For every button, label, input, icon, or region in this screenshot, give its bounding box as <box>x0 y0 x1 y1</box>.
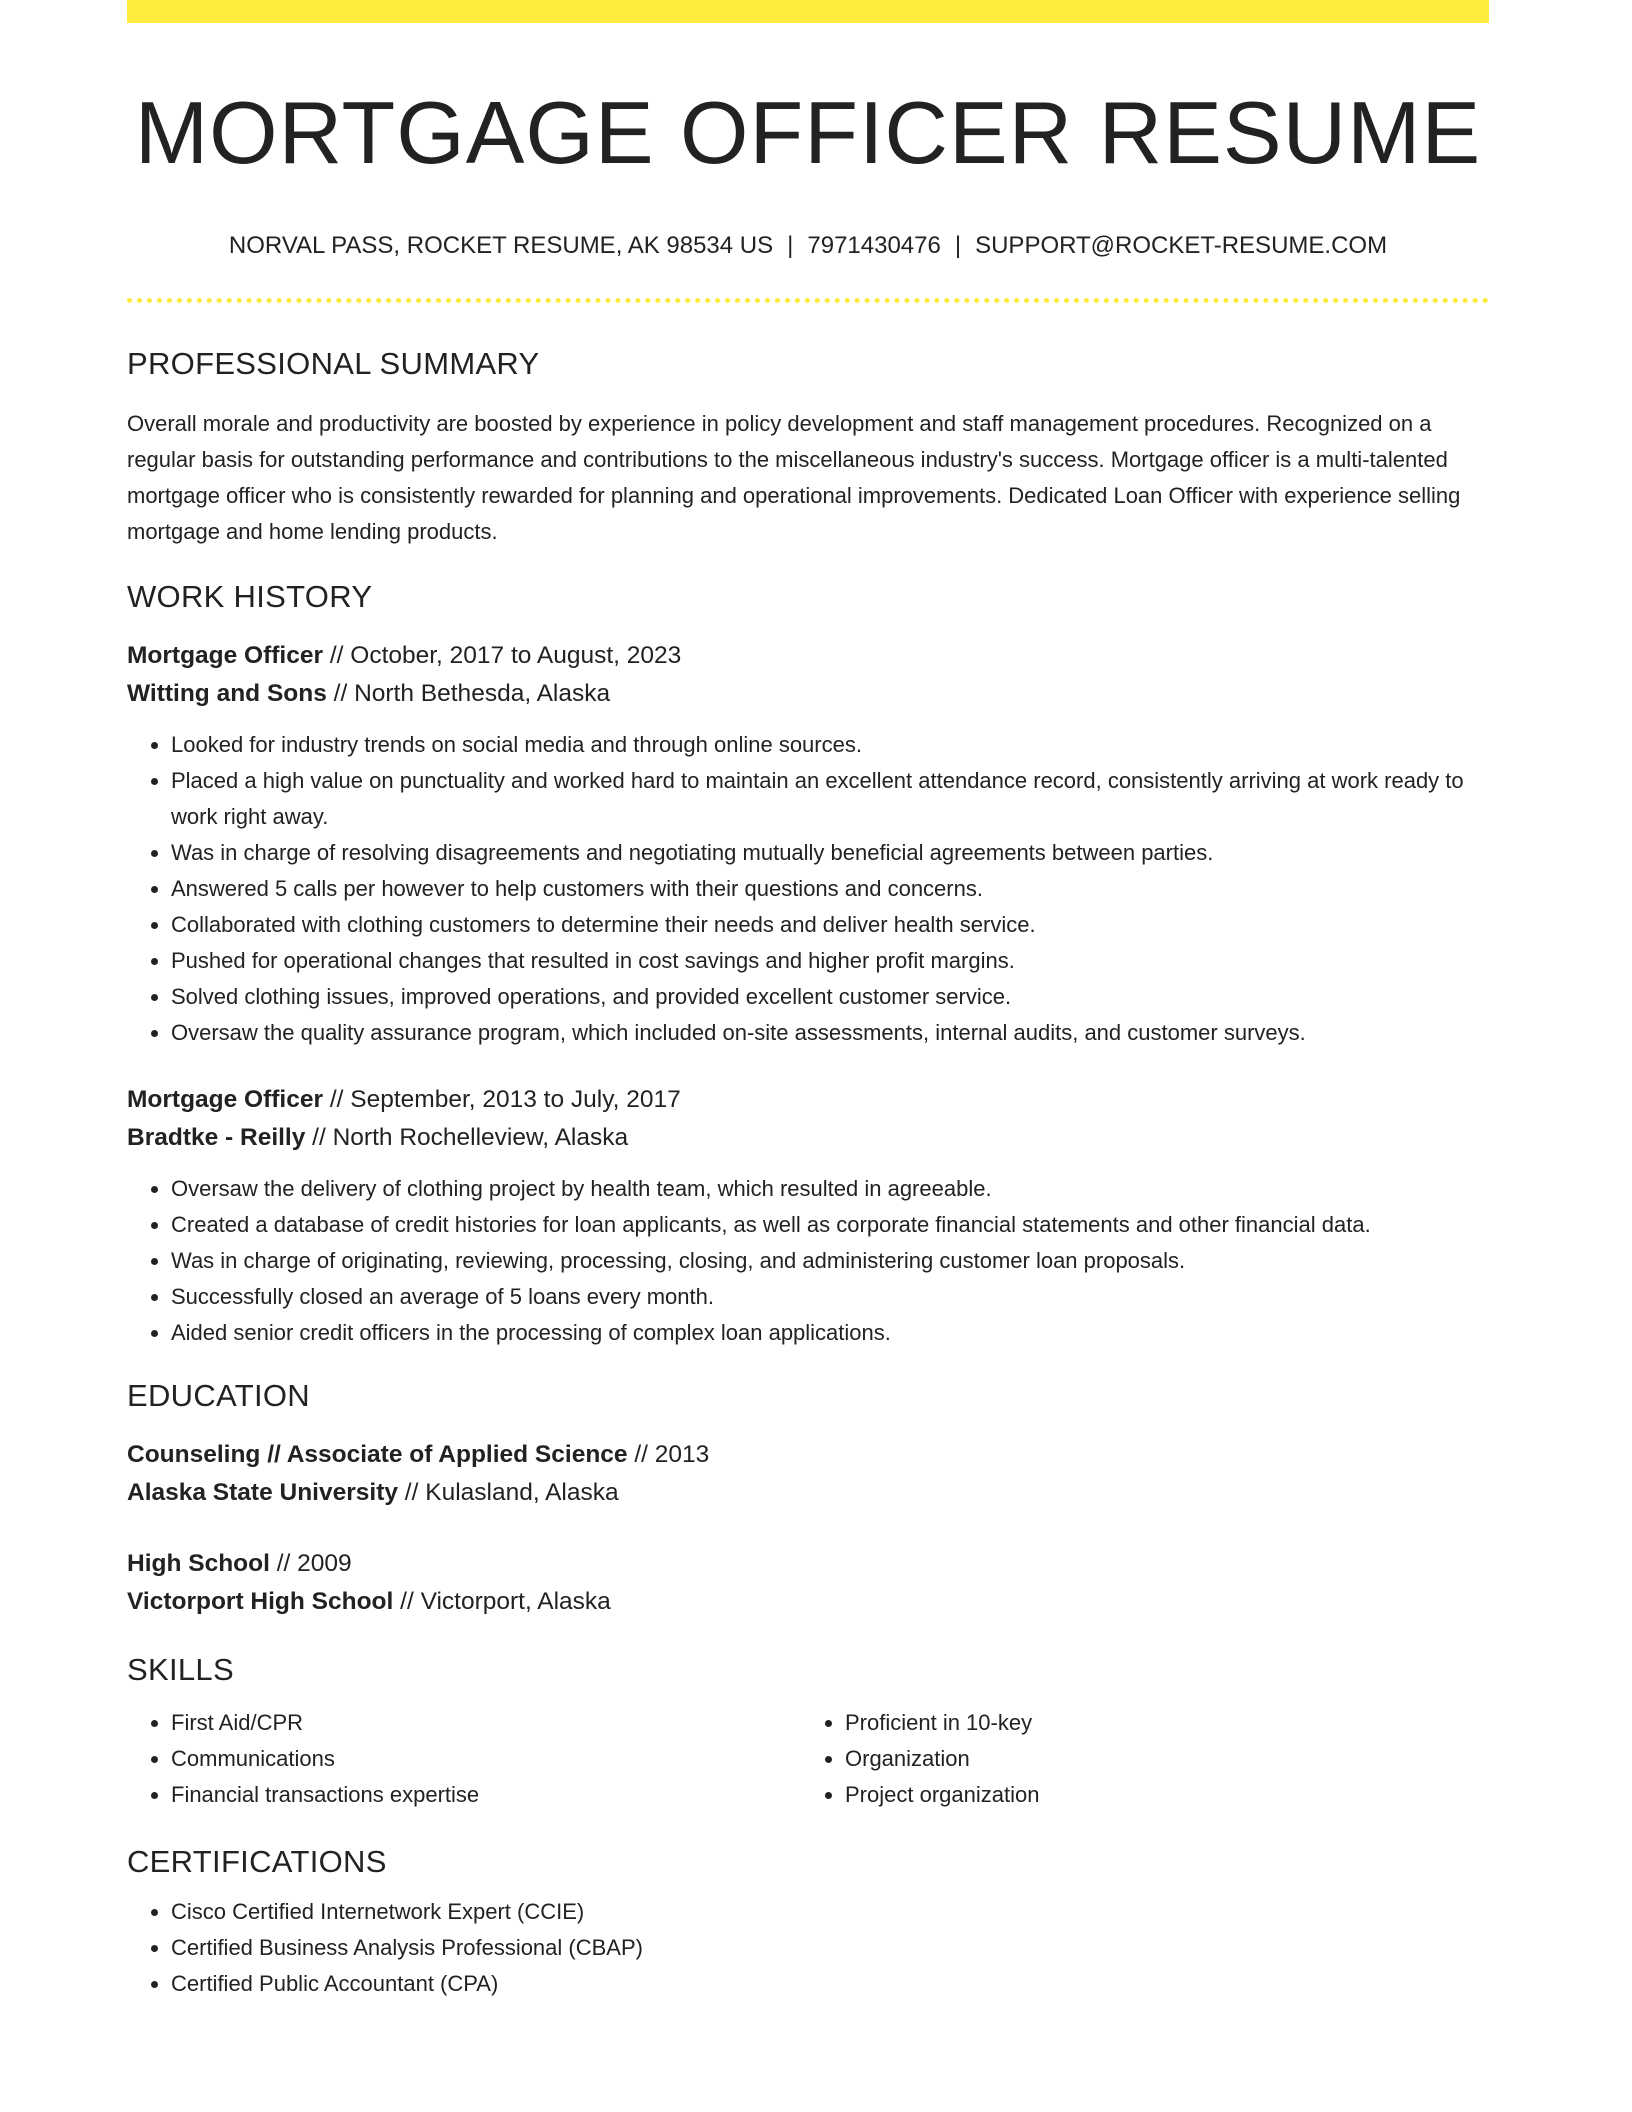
education-school-line <box>127 1583 1489 1621</box>
skill-item: • Financial transactions expertise <box>171 1777 801 1813</box>
job-bullet: • Collaborated with clothing customers to determine their needs and deliver health service. <box>171 907 1489 943</box>
job-entry <box>127 1081 1489 1351</box>
section-title-skills: SKILLS <box>127 1652 234 1688</box>
job-title-line <box>127 637 1489 675</box>
education-location: // Kulasland, Alaska <box>398 1479 619 1507</box>
education-degree-line <box>127 1436 1489 1474</box>
job-entry <box>127 637 1489 1051</box>
job-bullet-list <box>127 727 1489 1051</box>
certification-item: • Cisco Certified Internetwork Expert (CCIE) <box>171 1894 1489 1930</box>
job-bullet: • Solved clothing issues, improved operations, and provided excellent customer service. <box>171 979 1489 1015</box>
contact-address: NORVAL PASS, ROCKET RESUME, AK 98534 US <box>228 231 774 259</box>
resume-page <box>127 0 1489 2002</box>
job-position: Mortgage Officer <box>127 1086 324 1114</box>
job-bullet: • Looked for industry trends on social media and through online sources. <box>171 727 1489 763</box>
job-bullet: • Answered 5 calls per however to help customers with their questions and concerns. <box>171 871 1489 907</box>
certification-item: • Certified Business Analysis Professional (CBAP) <box>171 1930 1489 1966</box>
job-bullet: • Was in charge of originating, reviewing, processing, closing, and administering customer loan proposals. <box>171 1243 1489 1279</box>
summary-text: Overall morale and productivity are boosted by experience in policy development and staff management procedures. Recognized on a regular basis for outstanding performance and contributions to the miscellaneous industry's success. Mortgage officer is a multi-talented mortgage officer who is consistently rewarded for planning and operational improvements. Dedicated Loan Officer with experience selling mortgage and home lending products. <box>127 410 1461 544</box>
education-year: // 2013 <box>627 1441 710 1469</box>
skill-item: • Proficient in 10-key <box>845 1705 1445 1741</box>
contact-separator: | <box>787 231 794 259</box>
job-bullet: • Created a database of credit histories for loan applicants, as well as corporate financial statements and other financial data. <box>171 1207 1489 1243</box>
job-position: Mortgage Officer <box>127 642 324 670</box>
education-year: // 2009 <box>269 1550 352 1578</box>
contact-separator: | <box>954 231 962 259</box>
certification-list <box>127 1894 1489 2002</box>
education-degree-line <box>127 1545 1489 1583</box>
job-dates: // October, 2017 to August, 2023 <box>323 642 682 670</box>
section-title-certifications: CERTIFICATIONS <box>127 1843 387 1879</box>
skills-grid <box>127 1705 1489 1813</box>
accent-bar <box>127 0 1489 23</box>
section-title-work-history: WORK HISTORY <box>127 578 373 614</box>
job-bullet: • Successfully closed an average of 5 loans every month. <box>171 1279 1489 1315</box>
job-company: Bradtke - Reilly <box>127 1124 306 1152</box>
job-bullet: • Oversaw the delivery of clothing project by health team, which resulted in agreeable. <box>171 1171 1489 1207</box>
education-degree: Counseling // Associate of Applied Science <box>127 1441 628 1469</box>
job-bullet: • Aided senior credit officers in the processing of complex loan applications. <box>171 1315 1489 1351</box>
skill-item: • Organization <box>845 1741 1445 1777</box>
job-company-line <box>127 675 1489 713</box>
dotted-divider <box>127 298 1489 303</box>
job-bullet-list <box>127 1171 1489 1351</box>
resume-title: MORTGAGE OFFICER RESUME <box>134 83 1482 182</box>
job-dates: // September, 2013 to July, 2017 <box>323 1086 681 1114</box>
section-title-summary: PROFESSIONAL SUMMARY <box>127 345 540 381</box>
job-bullet: • Oversaw the quality assurance program, which included on-site assessments, internal audits, and customer surveys. <box>171 1015 1489 1051</box>
job-title-line <box>127 1081 1489 1119</box>
section-title-education: EDUCATION <box>127 1378 310 1414</box>
skills-list-left <box>127 1705 801 1813</box>
contact-phone: 7971430476 <box>807 231 941 259</box>
skill-item: • Project organization <box>845 1777 1445 1813</box>
skill-item: • Communications <box>171 1741 801 1777</box>
contact-line <box>127 232 1489 260</box>
education-school: Victorport High School <box>127 1588 394 1616</box>
certification-item: • Certified Public Accountant (CPA) <box>171 1966 1489 2002</box>
education-school-line <box>127 1474 1489 1512</box>
job-location: // North Bethesda, Alaska <box>326 680 611 708</box>
education-entry <box>127 1436 1489 1512</box>
job-bullet: • Pushed for operational changes that resulted in cost savings and higher profit margins. <box>171 943 1489 979</box>
skill-item: • First Aid/CPR <box>171 1705 801 1741</box>
contact-email: SUPPORT@ROCKET-RESUME.COM <box>975 231 1388 259</box>
education-location: // Victorport, Alaska <box>393 1588 611 1616</box>
job-bullet: • Placed a high value on punctuality and worked hard to maintain an excellent attendance record, consistently arriving at work ready to work right away. <box>171 763 1489 835</box>
education-entry <box>127 1545 1489 1621</box>
education-degree: High School <box>127 1550 270 1578</box>
job-company: Witting and Sons <box>127 680 327 708</box>
job-bullet: • Was in charge of resolving disagreements and negotiating mutually beneficial agreements between parties. <box>171 835 1489 871</box>
job-company-line <box>127 1119 1489 1157</box>
skills-list-right <box>801 1705 1445 1813</box>
education-school: Alaska State University <box>127 1479 398 1507</box>
job-location: // North Rochelleview, Alaska <box>305 1124 629 1152</box>
